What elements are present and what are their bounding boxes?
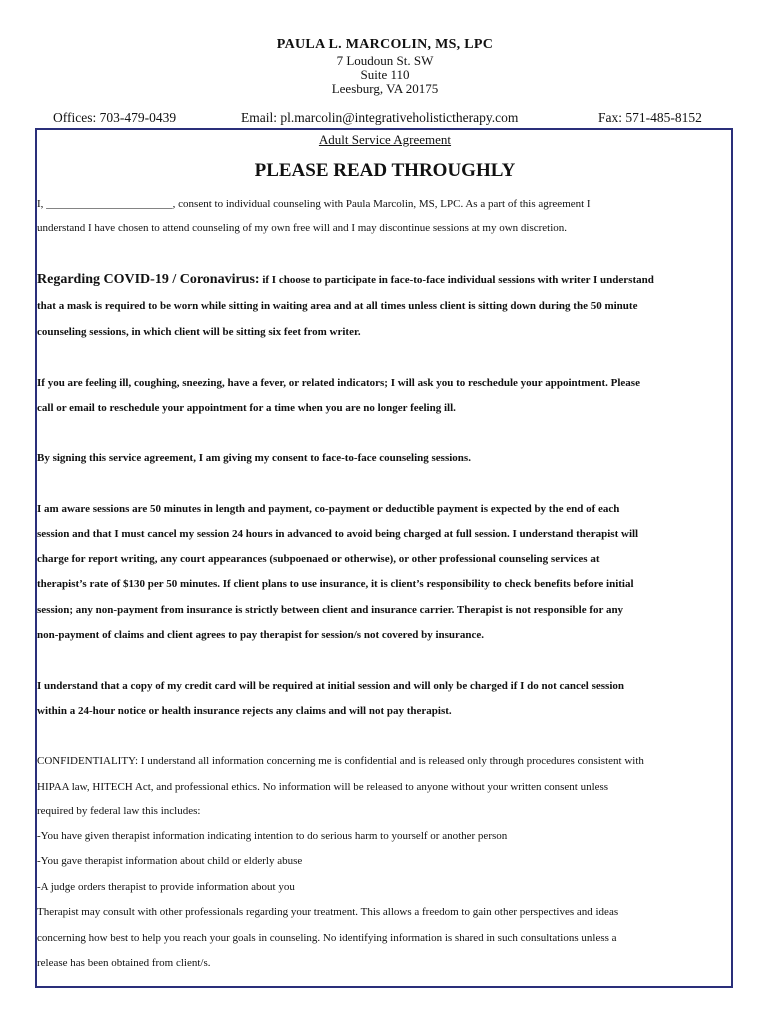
confidentiality-bullet-1: -You have given therapist information indicating intention to do serious harm to yourself or another person [37, 830, 508, 842]
ill-text-1: If you are feeling ill, coughing, sneezing, have a fever, or related indicators; I will ask you to reschedule your appointment. Please [37, 377, 640, 389]
consent-line-2: understand I have chosen to attend counseling of my own free will and I may discontinue sessions at my own discretion. [37, 222, 568, 234]
confidentiality-text-3: required by federal law this includes: [37, 805, 201, 817]
payment-text-3: charge for report writing, any court appearances (subpoenaed or otherwise), or other professional counseling services at [37, 553, 600, 565]
confidentiality-text-1: CONFIDENTIALITY: I understand all information concerning me is confidential and is released only through procedures consistent with [37, 755, 644, 767]
address-city: Leesburg, VA 20175 [331, 81, 439, 96]
covid-text-2: that a mask is required to be worn while sitting in waiting area and at all times unless client is sitting down during the 50 minute [37, 300, 638, 312]
office-phone: Offices: 703-479-0439 [53, 110, 177, 125]
consultation-text-3: release has been obtained from client/s. [37, 957, 211, 969]
payment-text-2: session and that I must cancel my session 24 hours in advanced to avoid being charged at full session. I understand therapist will [37, 528, 639, 540]
credit-card-text-1: I understand that a copy of my credit card will be required at initial session and will only be charged if I do not cancel session [37, 680, 625, 692]
covid-text-1: if I choose to participate in face-to-face individual sessions with writer I understand [262, 274, 654, 286]
payment-text-6: non-payment of claims and client agrees to pay therapist for session/s not covered by insurance. [37, 629, 485, 641]
covid-text-3: counseling sessions, in which client will be sitting six feet from writer. [37, 326, 361, 338]
address-street: 7 Loudoun St. SW [336, 53, 434, 68]
payment-text-4: therapist’s rate of $130 per 50 minutes. If client plans to use insurance, it is client’s responsibility to check benefits before initial [37, 578, 634, 590]
email-address: Email: pl.marcolin@integrativeholistictherapy.com [241, 110, 519, 125]
confidentiality-bullet-3: -A judge orders therapist to provide information about you [37, 881, 295, 893]
fax-number: Fax: 571-485-8152 [598, 110, 702, 125]
consultation-text-2: concerning how best to help you reach your goals in counseling. No identifying information is shared in such consultations unless a [37, 932, 617, 944]
consultation-text-1: Therapist may consult with other professionals regarding your treatment. This allows a freedom to gain other perspectives and ideas [37, 906, 619, 918]
agreement-title: PLEASE READ THROUGHLY [254, 160, 516, 181]
covid-heading: Regarding COVID-19 / Coronavirus: [37, 272, 260, 287]
consent-line-1: I, _______________________, consent to individual counseling with Paula Marcolin, MS, LPC. As a part of this agreement I [37, 198, 591, 210]
credit-card-text-2: within a 24-hour notice or health insurance rejects any claims and will not pay therapist. [37, 705, 452, 717]
agreement-subtitle: Adult Service Agreement [318, 132, 452, 147]
address-suite: Suite 110 [360, 67, 410, 82]
ill-text-2: call or email to reschedule your appointment for a time when you are no longer feeling ill. [37, 402, 456, 414]
covid-paragraph-line-1 [37, 272, 737, 288]
signing-consent-text: By signing this service agreement, I am giving my consent to face-to-face counseling sessions. [37, 452, 471, 464]
practitioner-name: PAULA L. MARCOLIN, MS, LPC [276, 37, 494, 52]
payment-text-5: session; any non-payment from insurance is strictly between client and insurance carrier. Therapist is not responsible for any [37, 604, 624, 616]
confidentiality-text-2: HIPAA law, HITECH Act, and professional ethics. No information will be released to anyone without your written consent unless [37, 781, 609, 793]
payment-text-1: I am aware sessions are 50 minutes in length and payment, co-payment or deductible payment is expected by the end of each [37, 503, 620, 515]
confidentiality-bullet-2: -You gave therapist information about child or elderly abuse [37, 855, 303, 867]
